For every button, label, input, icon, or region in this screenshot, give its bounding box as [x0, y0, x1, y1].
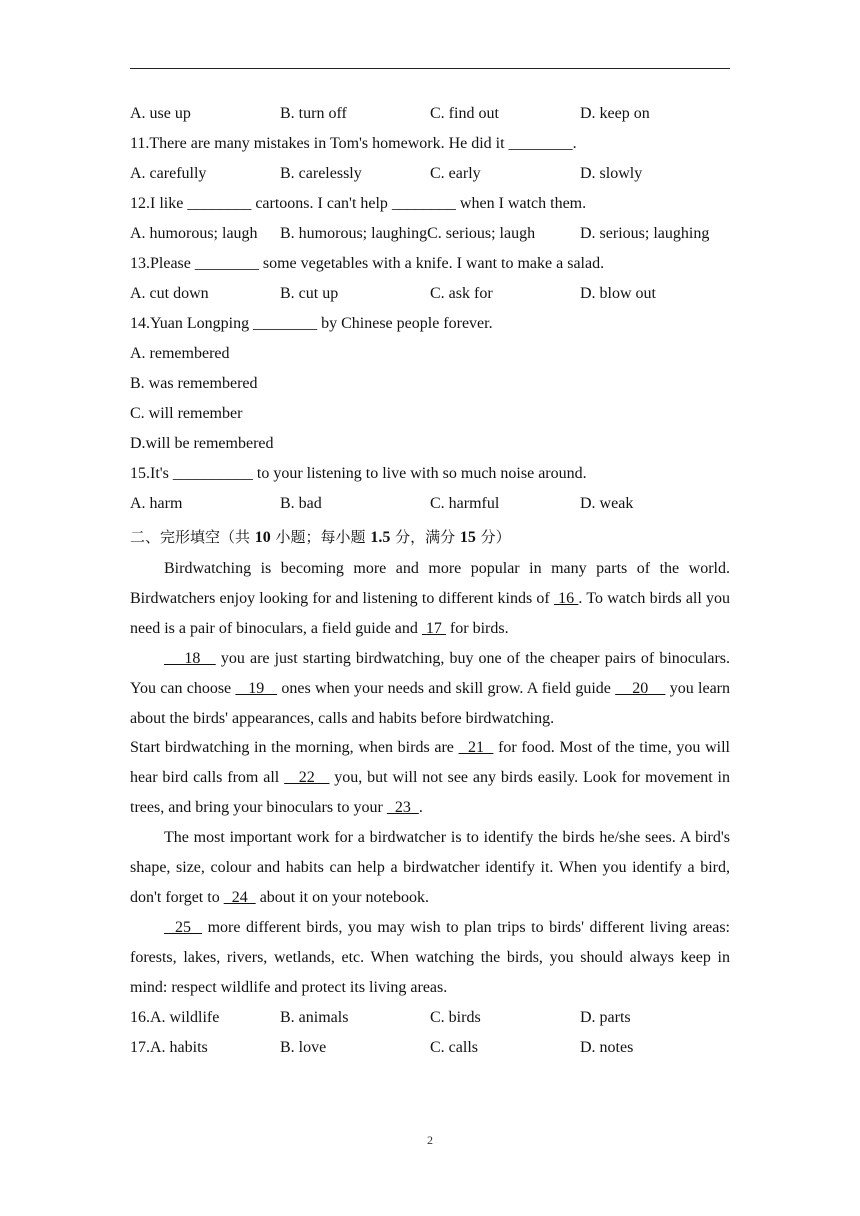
passage-paragraph-1 — [130, 554, 730, 644]
q12-stem: 12.I like ________ cartoons. I can't help ________ when I watch them. — [130, 195, 587, 212]
blank-21: 21 — [458, 739, 494, 757]
passage-text: The most important work for a birdwatcher is to identify the birds he/she sees. A bird's shape, size, colour and habits can help a birdwatcher identify it. When you identify a bird, don't forget to — [130, 829, 730, 906]
section-heading-mid1: 小题；每小题 — [270, 528, 371, 546]
q15-option-a: A. harm — [130, 495, 183, 512]
passage-text: . To watch birds all you need is a pair of binoculars, a field guide and — [130, 589, 731, 637]
q10-options — [130, 99, 730, 129]
q16-option-a: 16.A. wildlife — [130, 1008, 220, 1026]
q13-option-a: A. cut down — [130, 285, 209, 302]
q16-option-c: C. birds — [430, 1008, 481, 1026]
passage-text: you are just starting birdwatching, buy one of the cheaper pairs of binoculars. You can choose — [130, 649, 730, 697]
q17-option-c: C. calls — [430, 1038, 478, 1056]
section-heading-pre: 二、完形填空（共 — [130, 528, 255, 546]
q14-option-d: D.will be remembered — [130, 435, 274, 452]
content — [130, 99, 730, 1063]
blank-17: 17 — [421, 619, 446, 637]
blank-25: 25 — [164, 918, 203, 936]
q11-option-a: A. carefully — [130, 165, 207, 182]
passage-text: about it on your notebook. — [255, 888, 429, 906]
q13-option-d: D. blow out — [580, 285, 656, 302]
q11-option-b: B. carelessly — [280, 165, 362, 182]
section-heading-points-each: 1.5 — [370, 529, 391, 546]
q13-stem: 13.Please ________ some vegetables with a knife. I want to make a salad. — [130, 255, 605, 272]
q10-option-b: B. turn off — [280, 105, 347, 122]
q12-option-a: A. humorous; laugh — [130, 225, 258, 242]
section-heading-total: 15 — [459, 529, 476, 546]
passage-text: you learn about the birds' appearances, calls and habits before birdwatching. — [130, 679, 730, 727]
q16-option-d: D. parts — [580, 1008, 631, 1026]
passage-text: you, but will not see any birds easily. Look for movement in trees, and bring your binoculars to your — [130, 769, 731, 817]
section-heading-count: 10 — [254, 529, 271, 546]
q14-stem: 14.Yuan Longping ________ by Chinese people forever. — [130, 315, 493, 332]
q17-options — [130, 1033, 730, 1063]
q16-options — [130, 1003, 730, 1033]
passage-paragraph-3 — [130, 733, 730, 823]
q17-option-b: B. love — [280, 1038, 327, 1056]
passage-paragraph-5 — [130, 913, 730, 1003]
q10-option-a: A. use up — [130, 105, 191, 122]
q12-option-b-c: B. humorous; laughingC. serious; laugh — [280, 225, 536, 242]
blank-23: 23 — [386, 799, 419, 817]
blank-24: 24 — [223, 888, 256, 906]
q11-stem: 11.There are many mistakes in Tom's homework. He did it ________. — [130, 135, 577, 152]
q15-option-c: C. harmful — [430, 495, 500, 512]
q15-options — [130, 489, 730, 519]
passage-text: for food. Most of the time, you will hear bird calls from all — [130, 739, 731, 787]
blank-18: 18 — [164, 649, 216, 667]
passage-text: Birdwatching is becoming more and more popular in many parts of the world. Birdwatchers enjoy looking for and listening to different kinds of — [130, 560, 730, 607]
passage-paragraph-2 — [130, 644, 730, 734]
passage-text: for birds. — [445, 619, 509, 637]
passage-text: . — [418, 799, 423, 817]
q13-option-b: B. cut up — [280, 285, 339, 302]
q15-option-d: D. weak — [580, 495, 634, 512]
section-heading — [130, 522, 730, 552]
q10-option-d: D. keep on — [580, 105, 650, 122]
section-heading-mid2: 分，满分 — [390, 528, 460, 546]
q17-option-d: D. notes — [580, 1038, 634, 1056]
q12-option-d: D. serious; laughing — [580, 225, 710, 242]
q15-option-b: B. bad — [280, 495, 322, 512]
q14-option-b: B. was remembered — [130, 375, 258, 392]
q10-option-c: C. find out — [430, 105, 499, 122]
q14-option-c: C. will remember — [130, 405, 243, 422]
q16-option-b: B. animals — [280, 1008, 349, 1026]
blank-16: 16 — [553, 589, 579, 607]
blank-20: 20 — [615, 679, 666, 697]
page-number: 2 — [427, 1133, 433, 1147]
passage-text: more different birds, you may wish to plan trips to birds' different living areas: forests, lakes, rivers, wetlands, etc. When watching the birds, you should always keep in mind: respect wildlife and protect its living areas. — [130, 918, 731, 996]
header-rule — [130, 68, 730, 69]
blank-19: 19 — [235, 679, 278, 697]
q11-option-c: C. early — [430, 165, 481, 182]
q12-options — [130, 219, 730, 249]
q13-options — [130, 279, 730, 309]
passage-text: ones when your needs and skill grow. A field guide — [277, 679, 616, 697]
section-heading-post: 分） — [475, 528, 511, 546]
q11-option-d: D. slowly — [580, 165, 643, 182]
passage-paragraph-4 — [130, 823, 730, 913]
q15-stem: 15.It's __________ to your listening to live with so much noise around. — [130, 465, 587, 482]
q17-option-a: 17.A. habits — [130, 1038, 208, 1056]
blank-22: 22 — [284, 769, 330, 787]
q14-option-a: A. remembered — [130, 345, 230, 362]
passage-text: Start birdwatching in the morning, when birds are — [130, 739, 459, 757]
q11-options — [130, 159, 730, 189]
q13-option-c: C. ask for — [430, 285, 493, 302]
